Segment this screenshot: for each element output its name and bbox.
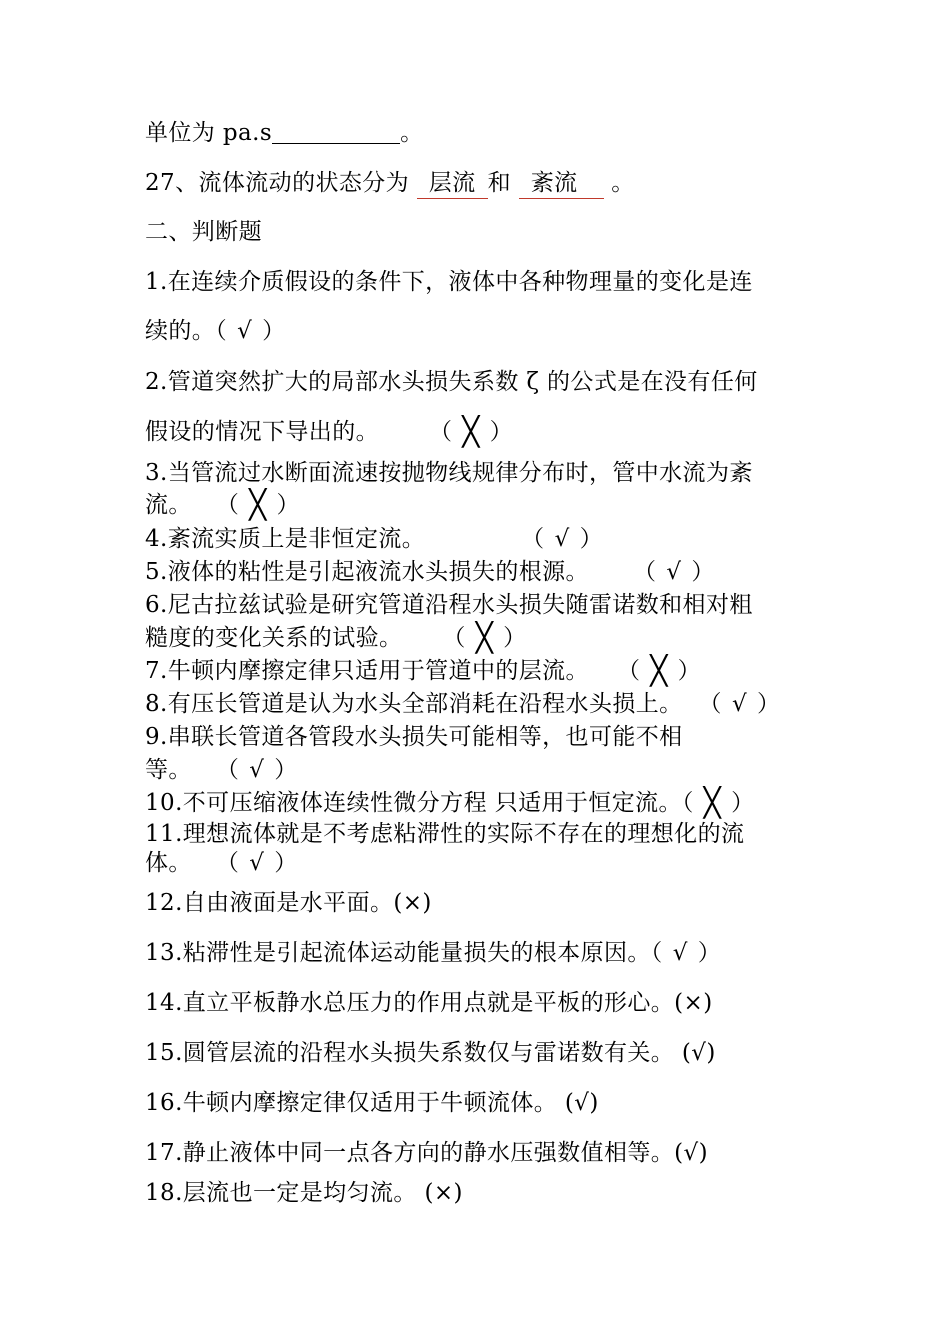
question-6-line-1: 6.尼古拉兹试验是研究管道沿程水头损失随雷诺数和相对粗	[145, 592, 753, 618]
line-text: 假设的情况下导出的。	[145, 419, 379, 445]
line-text: 13.粘滞性是引起流体运动能量损失的根本原因。	[145, 940, 651, 966]
check-mark: √	[249, 757, 265, 783]
question-12-line: 12.自由液面是水平面。(×)	[145, 890, 432, 916]
line-text: 流。	[145, 492, 192, 518]
question-17-line: 17.静止液体中同一点各方向的静水压强数值相等。(√)	[145, 1140, 708, 1166]
question-2-line-1: 2.管道突然扩大的局部水头损失系数 ζ 的公式是在没有任何	[145, 369, 758, 395]
question-27-line	[145, 168, 635, 199]
bracket-open: （	[442, 625, 466, 651]
bracket-open: （	[650, 940, 663, 966]
question-9-line-1: 9.串联长管道各管段水头损失可能相等，也可能不相	[145, 724, 683, 750]
bracket-close: ）	[274, 757, 298, 783]
bracket-open: （	[215, 850, 240, 876]
line-text: 5.液体的粘性是引起液流水头损失的根源。	[145, 559, 589, 585]
question-8-line	[145, 689, 780, 719]
bracket-close: ）	[757, 691, 781, 717]
bracket-open: （	[215, 492, 240, 518]
cross-mark: ╳	[462, 415, 480, 448]
section-heading: 二、判断题	[145, 219, 262, 245]
bracket-open: （	[429, 419, 453, 445]
line-text: 续的。（	[145, 318, 228, 344]
bracket-close: ）	[503, 625, 527, 651]
question-15-line: 15.圆管层流的沿程水头损失系数仅与雷诺数有关。 (√)	[145, 1040, 716, 1066]
question-5-line	[145, 557, 715, 587]
question-1-line-1: 1.在连续介质假设的条件下，液体中各种物理量的变化是连	[145, 269, 753, 295]
question-11-line-2	[145, 848, 298, 878]
bracket-open: （	[521, 526, 545, 552]
bracket-close: ）	[579, 526, 604, 552]
question-16-line: 16.牛顿内摩擦定律仅适用于牛顿流体。 (√)	[145, 1090, 599, 1116]
check-mark: √	[237, 318, 253, 344]
bracket-open: （	[681, 790, 694, 816]
line-suffix: 。	[611, 170, 635, 196]
bracket-open: （	[616, 658, 641, 684]
line-text: 7.牛顿内摩擦定律只适用于管道中的层流。	[145, 658, 589, 684]
line-text: 等。	[145, 757, 192, 783]
question-13-line	[145, 938, 721, 968]
check-mark: √	[731, 691, 748, 717]
check-mark: √	[672, 940, 688, 966]
line-conjunction: 和	[487, 170, 512, 196]
bracket-close: ）	[697, 940, 722, 966]
question-11-line-1: 11.理想流体就是不考虑粘滞性的实际不存在的理想化的流	[145, 821, 745, 847]
bracket-open: （	[698, 691, 722, 717]
question-10-line	[145, 788, 754, 818]
line-text: 27、流体流动的状态分为	[145, 170, 410, 196]
answer-turbulent: 紊流	[519, 168, 604, 199]
check-mark: √	[666, 559, 682, 585]
line-text: 体。	[145, 850, 192, 876]
bracket-close: ）	[262, 318, 286, 344]
cross-mark: ╳	[249, 488, 267, 521]
question-3-line-2	[145, 490, 300, 520]
question-3-line-1: 3.当管流过水断面流速按抛物线规律分布时，管中水流为紊	[145, 460, 753, 486]
bracket-close: ）	[489, 419, 514, 445]
question-4-line	[145, 524, 603, 554]
bracket-open: （	[632, 559, 657, 585]
bracket-close: ）	[731, 790, 755, 816]
question-7-line	[145, 656, 701, 686]
check-mark: √	[249, 850, 265, 876]
question-18-line: 18.层流也一定是均匀流。 (×)	[145, 1180, 463, 1206]
fill-blank-unit-line	[145, 118, 423, 148]
bracket-close: ）	[691, 559, 715, 585]
check-mark: √	[554, 526, 570, 552]
question-14-line: 14.直立平板静水总压力的作用点就是平板的形心。(×)	[145, 990, 713, 1016]
line-text: 单位为 pa.s	[145, 120, 273, 146]
line-suffix: 。	[400, 120, 424, 146]
line-text: 糙度的变化关系的试验。	[145, 625, 403, 651]
question-1-line-2	[145, 316, 286, 346]
line-text: 8.有压长管道是认为水头全部消耗在沿程水头损上。	[145, 691, 683, 717]
cross-mark: ╳	[650, 654, 668, 687]
bracket-close: ）	[276, 492, 300, 518]
cross-mark: ╳	[475, 621, 494, 654]
cross-mark: ╳	[703, 786, 722, 819]
bracket-close: ）	[274, 850, 298, 876]
answer-blank	[272, 119, 400, 144]
bracket-close: ）	[677, 658, 702, 684]
question-2-line-2	[145, 417, 513, 447]
line-text: 4.紊流实质上是非恒定流。	[145, 526, 426, 552]
answer-laminar: 层流	[417, 168, 488, 199]
question-9-line-2	[145, 755, 298, 785]
question-6-line-2	[145, 623, 526, 653]
line-text: 10.不可压缩液体连续性微分方程 只适用于恒定流。	[145, 790, 682, 816]
bracket-open: （	[215, 757, 240, 783]
